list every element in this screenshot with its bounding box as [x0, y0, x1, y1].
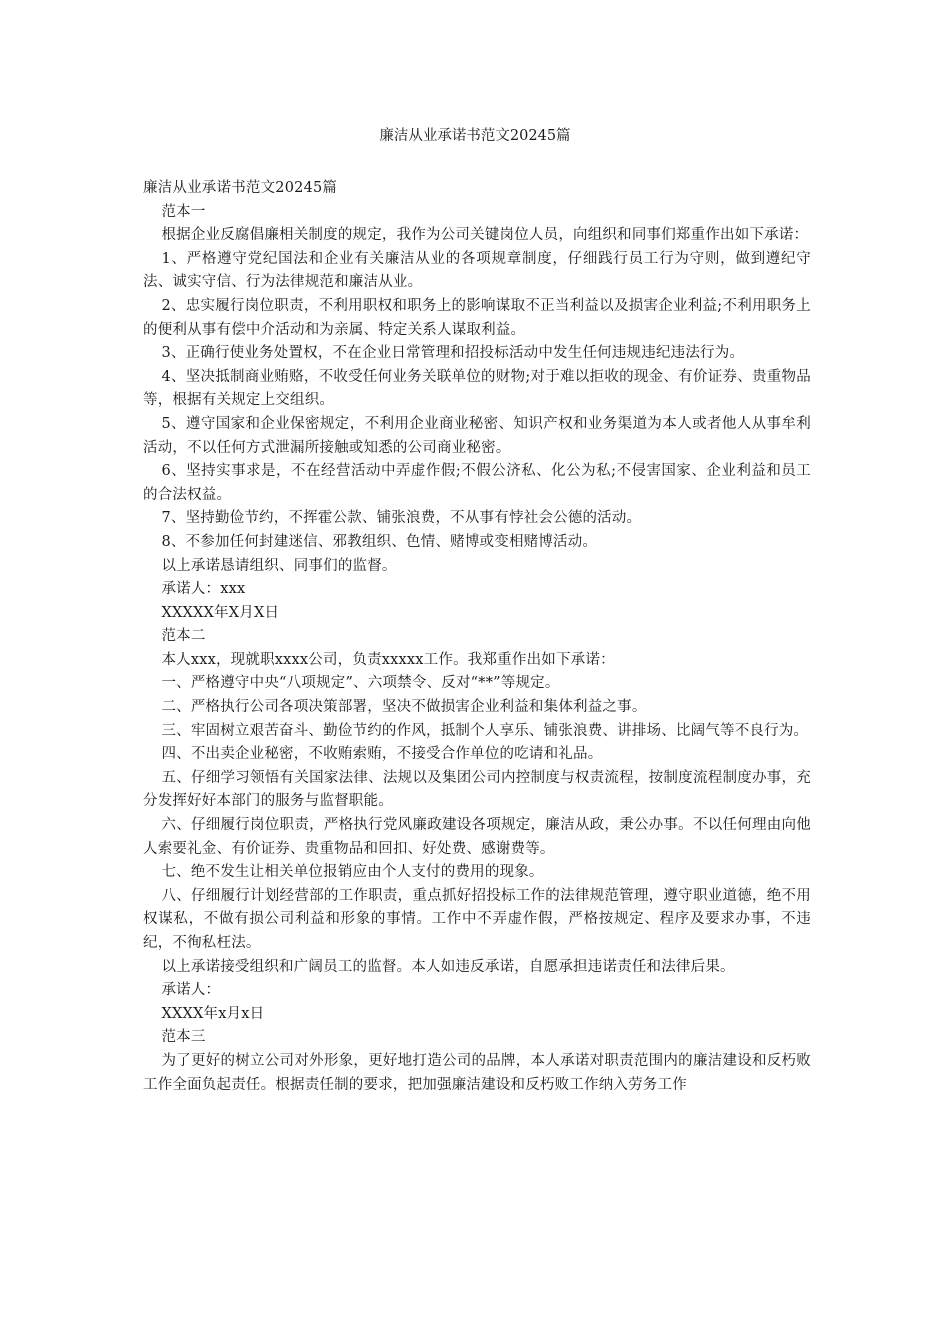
date-line: XXXXX年X月X日 — [161, 604, 280, 621]
paragraph: 二、严格执行公司各项决策部署，坚决不做损害企业利益和集体利益之事。 — [161, 699, 647, 716]
paragraph: 本人xxx，现就职xxxx公司，负责xxxxx工作。我郑重作出如下承诺： — [161, 651, 615, 668]
paragraph: 六、仔细履行岗位职责，严格执行党风廉政建设各项规定，廉洁从政，秉公办事。不以任何理由向他人索要礼金、有价证券、贵重物品和回扣、好处费、感谢费等。 — [143, 817, 811, 857]
paragraph: 三、牢固树立艰苦奋斗、勤俭节约的作风，抵制个人享乐、铺张浪费、讲排场、比阔气等不良行为。 — [161, 722, 809, 739]
date-line: XXXX年x月x日 — [161, 1005, 265, 1022]
paragraph: 四、不出卖企业秘密，不收贿索贿，不接受合作单位的吃请和礼品。 — [161, 746, 603, 763]
paragraph: 为了更好的树立公司对外形象，更好地打造公司的品牌，本人承诺对职责范围内的廉洁建设和反朽败工作全面负起责任。根据责任制的要求，把加强廉洁建设和反朽败工作纳入劳务工作 — [143, 1052, 811, 1093]
paragraph: 七、绝不发生让相关单位报销应由个人支付的费用的现象。 — [161, 864, 544, 881]
paragraph: 4、坚决抵制商业贿赂，不收受任何业务关联单位的财物;对于难以拒收的现金、有价证券、贵重物品等，根据有关规定上交组织。 — [143, 368, 811, 409]
paragraph: 以上承诺恳请组织、同事们的监督。 — [161, 557, 397, 574]
section-label: 范本三 — [161, 1029, 206, 1046]
signatory-line: 承诺人：xxx — [161, 581, 246, 598]
document-body — [143, 177, 811, 1097]
paragraph: 五、仔细学习领悟有关国家法律、法规以及集团公司内控制度与权责流程，按制度流程制度办事，充分发挥好好本部门的服务与监督职能。 — [143, 769, 811, 810]
paragraph: 5、遵守国家和企业保密规定，不利用企业商业秘密、知识产权和业务渠道为本人或者他人从事牟利活动，不以任何方式泄漏所接触或知悉的公司商业秘密。 — [143, 415, 811, 456]
signatory-line: 承诺人： — [161, 982, 221, 999]
paragraph: 一、严格遵守中央“八项规定”、六项禁令、反对“**”等规定。 — [161, 675, 560, 692]
paragraph: 7、坚持勤俭节约，不挥霍公款、铺张浪费，不从事有悖社会公德的活动。 — [161, 510, 642, 527]
paragraph: 根据企业反腐倡廉相关制度的规定，我作为公司关键岗位人员，向组织和同事们郑重作出如下承诺： — [161, 227, 809, 244]
paragraph: 1、严格遵守党纪国法和企业有关廉洁从业的各项规章制度，仔细践行员工行为守则，做到遵纪守法、诚实守信、行为法律规范和廉洁从业。 — [143, 250, 811, 291]
paragraph: 8、不参加任何封建迷信、邪教组织、色情、赌博或变相赌博活动。 — [161, 533, 598, 550]
paragraph: 2、忠实履行岗位职责，不利用职权和职务上的影响谋取不正当利益以及损害企业利益;不利用职务上的便利从事有偿中介活动和为亲属、特定关系人谋取利益。 — [143, 297, 811, 338]
section-label: 范本一 — [161, 203, 206, 220]
paragraph: 3、正确行使业务处置权，不在企业日常管理和招投标活动中发生任何违规违纪违法行为。 — [161, 345, 745, 362]
document-heading: 廉洁从业承诺书范文20245篇 — [143, 180, 338, 196]
page-title: 廉洁从业承诺书范文20245篇 — [379, 128, 571, 144]
paragraph: 6、坚持实事求是，不在经营活动中弄虚作假;不假公济私、化公为私;不侵害国家、企业利益和员工的合法权益。 — [143, 463, 811, 503]
paragraph: 八、仔细履行计划经营部的工作职责，重点抓好招投标工作的法律规范管理，遵守职业道德，绝不用权谋私，不做有损公司利益和形象的事情。工作中不弄虚作假，严格按规定、程序及要求办事，不违纪，不徇私枉法。 — [143, 887, 811, 951]
section-label: 范本二 — [161, 628, 206, 645]
paragraph: 以上承诺接受组织和广阔员工的监督。本人如违反承诺，自愿承担违诺责任和法律后果。 — [161, 958, 735, 975]
